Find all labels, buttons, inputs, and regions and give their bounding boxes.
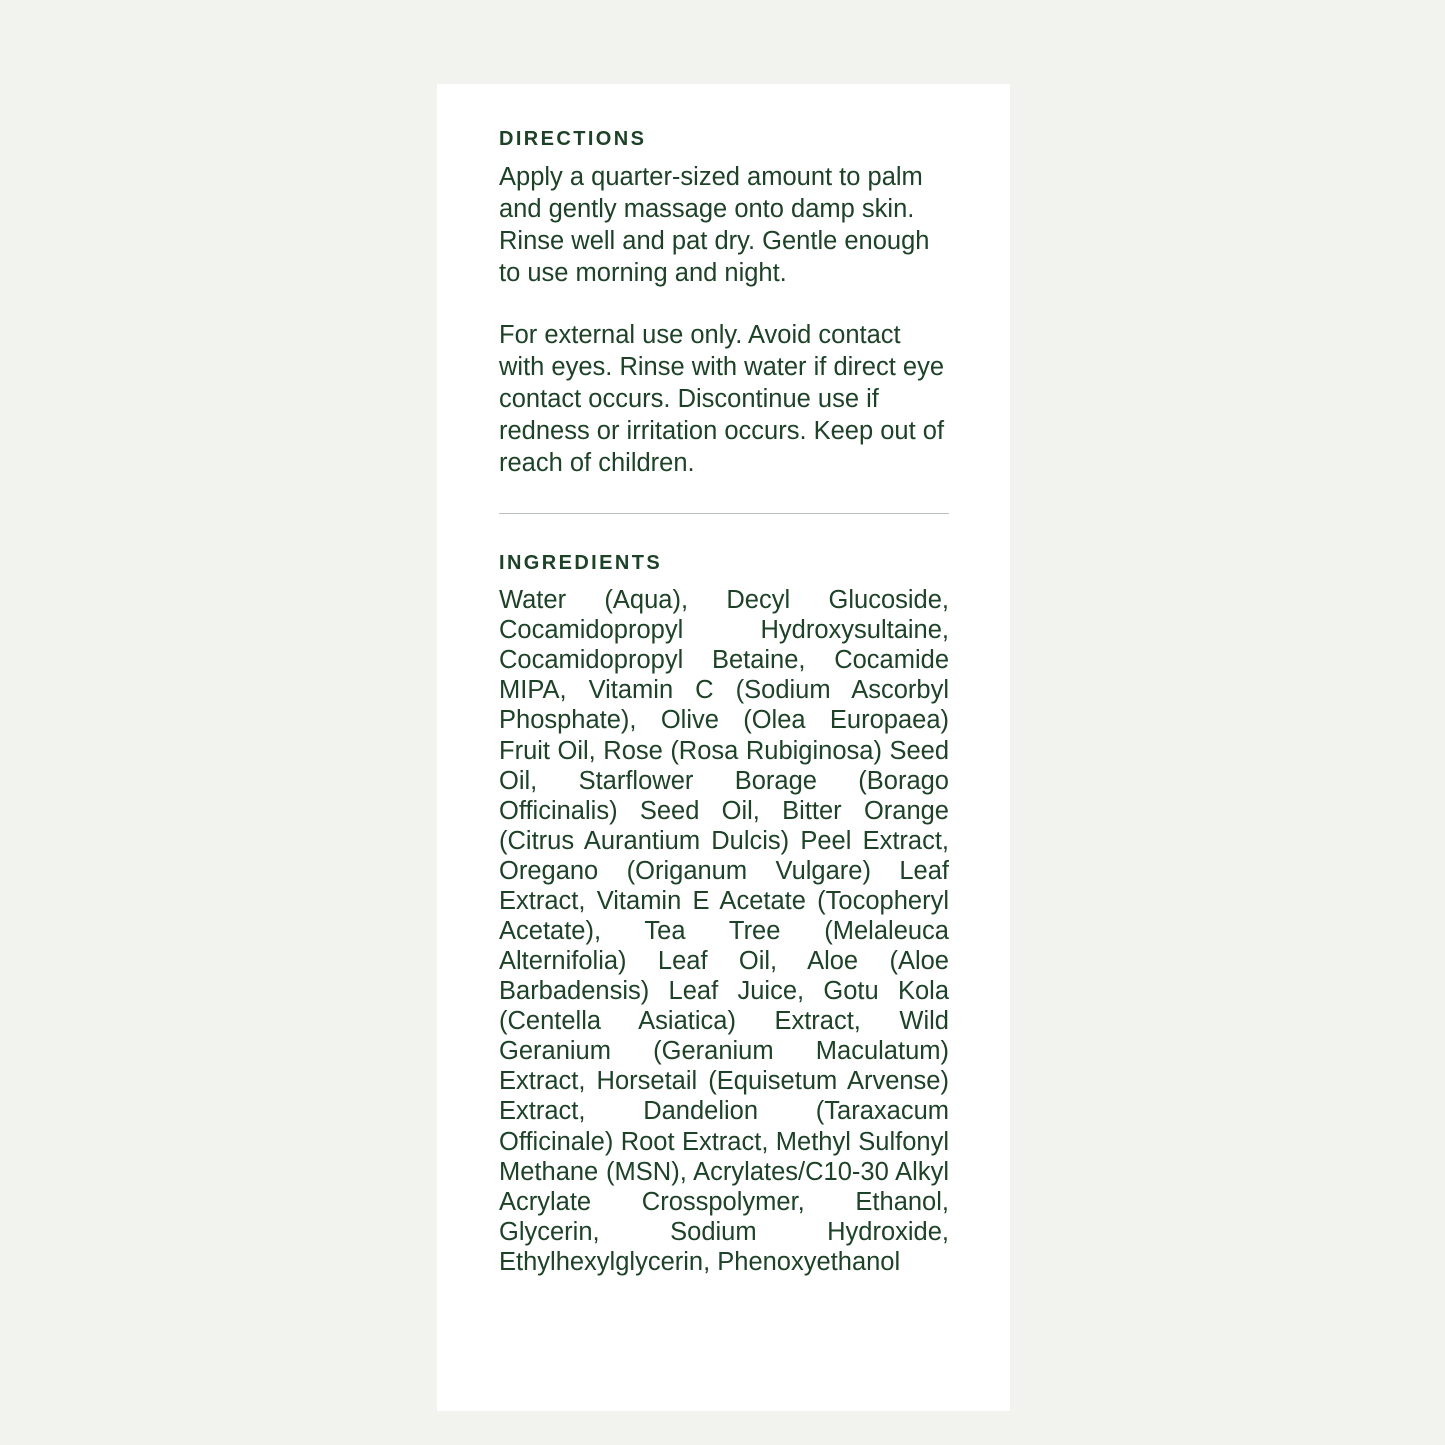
product-label-panel: [437, 84, 1010, 1411]
directions-paragraph-warning: For external use only. Avoid contact with eyes. Rinse with water if direct eye contact occurs. Discontinue use if redness or irritation occurs. Keep out of reach of children.: [499, 320, 945, 477]
label-content: [499, 128, 949, 1277]
ingredients-heading: INGREDIENTS: [499, 552, 663, 575]
ingredients-section: [499, 552, 949, 1277]
section-divider: [499, 513, 949, 514]
ingredients-list: Water (Aqua), Decyl Glucoside, Cocamidopropyl Hydroxysultaine, Cocamidopropyl Betaine, Cocamide MIPA, Vitamin C (Sodium Ascorbyl Phosphate), Olive (Olea Europaea) Fruit Oil, Rose (Rosa Rubiginosa) Seed Oil, Starflower Borage (Borago Officinalis) Seed Oil, Bitter Orange (Citrus Aurantium Dulcis) Peel Extract, Oregano (Origanum Vulgare) Leaf Extract, Vitamin E Acetate (Tocopheryl Acetate), Tea Tree (Melaleuca Alternifolia) Leaf Oil, Aloe (Aloe Barbadensis) Leaf Juice, Gotu Kola (Centella Asiatica) Extract, Wild Geranium (Geranium Maculatum) Extract, Horsetail (Equisetum Arvense) Extract, Dandelion (Taraxacum Officinale) Root Extract, Methyl Sulfonyl Methane (MSN), Acrylates/C10-30 Alkyl Acrylate Crosspolymer, Ethanol, Glycerin, Sodium Hydroxide, Ethylhexylglycerin, Phenoxyethanol: [499, 586, 949, 1276]
directions-heading: DIRECTIONS: [499, 128, 647, 150]
directions-paragraph-usage: Apply a quarter-sized amount to palm and gently massage onto damp skin. Rinse well and pat dry. Gentle enough to use morning and night.: [499, 163, 930, 288]
